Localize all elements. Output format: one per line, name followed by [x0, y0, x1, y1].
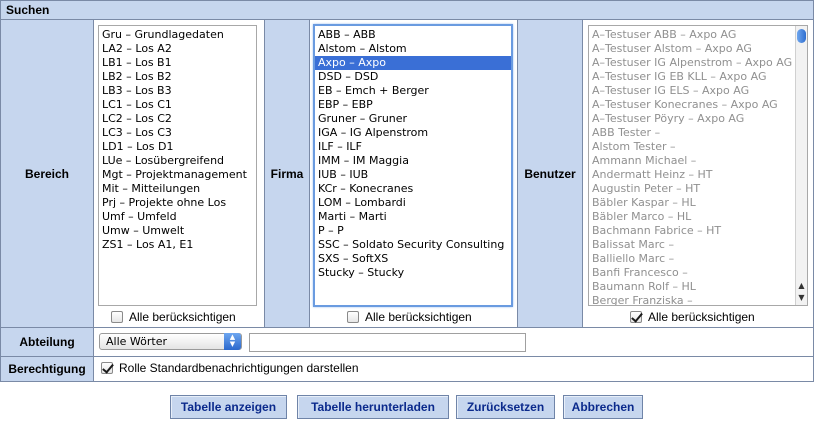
- benutzer-option[interactable]: Banfi Francesco –: [592, 266, 688, 279]
- firma-option[interactable]: Gruner – Gruner: [318, 112, 408, 125]
- berechtigung-checkbox[interactable]: [101, 362, 113, 374]
- firma-listbox[interactable]: [313, 24, 513, 307]
- bereich-option[interactable]: Gru – Grundlagedaten: [102, 28, 224, 41]
- scroll-up-icon[interactable]: ▲: [798, 281, 805, 290]
- firma-label: Firma: [265, 20, 309, 327]
- bereich-option[interactable]: LC2 – Los C2: [102, 112, 172, 125]
- scrollbar-thumb[interactable]: [797, 29, 806, 43]
- firma-option[interactable]: Alstom – Alstom: [318, 42, 407, 55]
- bereich-option[interactable]: Mgt – Projektmanagement: [102, 168, 247, 181]
- bereich-option[interactable]: Umw – Umwelt: [102, 224, 185, 237]
- benutzer-option[interactable]: A–Testuser IG EB KLL – Axpo AG: [592, 70, 767, 83]
- reset-button[interactable]: Zurücksetzen: [456, 395, 555, 419]
- berechtigung-label: Berechtigung: [1, 357, 93, 381]
- benutzer-all-toggle[interactable]: [630, 310, 755, 324]
- show-table-button[interactable]: Tabelle anzeigen: [170, 395, 287, 419]
- bereich-all-toggle[interactable]: [111, 310, 236, 324]
- berechtigung-checkbox-label: Rolle Standardbenachrichtigungen darstellen: [119, 361, 359, 375]
- benutzer-option[interactable]: Balissat Marc –: [592, 238, 674, 251]
- bereich-all-label: Alle berücksichtigen: [129, 310, 236, 324]
- benutzer-option[interactable]: Ammann Michael –: [592, 154, 697, 167]
- firma-option[interactable]: IUB – IUB: [318, 168, 369, 181]
- bereich-label: Bereich: [1, 20, 93, 327]
- bereich-option[interactable]: LA2 – Los A2: [102, 42, 172, 55]
- firma-option[interactable]: SXS – SoftXS: [318, 252, 389, 265]
- benutzer-option[interactable]: Andermatt Heinz – HT: [592, 168, 713, 181]
- bereich-option[interactable]: LC3 – Los C3: [102, 126, 172, 139]
- benutzer-option[interactable]: ABB Tester –: [592, 126, 661, 139]
- benutzer-option[interactable]: Augustin Peter – HT: [592, 182, 701, 195]
- cancel-button[interactable]: Abbrechen: [563, 395, 643, 419]
- bereich-option[interactable]: Prj – Projekte ohne Los: [102, 196, 227, 209]
- bereich-option[interactable]: ZS1 – Los A1, E1: [102, 238, 194, 251]
- benutzer-all-checkbox[interactable]: [630, 311, 642, 323]
- benutzer-all-label: Alle berücksichtigen: [648, 310, 755, 324]
- benutzer-option[interactable]: Alstom Tester –: [592, 140, 676, 153]
- firma-option[interactable]: ABB – ABB: [318, 28, 376, 41]
- benutzer-option[interactable]: A–Testuser Pöyry – Axpo AG: [592, 112, 745, 125]
- benutzer-option[interactable]: A–Testuser Konecranes – Axpo AG: [592, 98, 778, 111]
- bereich-option[interactable]: LUe – Losübergreifend: [102, 154, 225, 167]
- firma-option[interactable]: IMM – IM Maggia: [318, 154, 409, 167]
- bereich-option[interactable]: LB1 – Los B1: [102, 56, 172, 69]
- benutzer-option[interactable]: Baumann Rolf – HL: [592, 280, 696, 293]
- firma-option[interactable]: KCr – Konecranes: [318, 182, 414, 195]
- firma-option[interactable]: IGA – IG Alpenstrom: [318, 126, 429, 139]
- benutzer-option[interactable]: A–Testuser IG ELS – Axpo AG: [592, 84, 750, 97]
- benutzer-option[interactable]: Berger Franziska –: [592, 294, 693, 306]
- panel-title: Suchen: [1, 1, 813, 20]
- firma-all-toggle[interactable]: [347, 310, 472, 324]
- abteilung-text-input[interactable]: [249, 333, 526, 352]
- bereich-option[interactable]: LB2 – Los B2: [102, 70, 172, 83]
- benutzer-option[interactable]: Balliello Marc –: [592, 252, 675, 265]
- bereich-option[interactable]: LD1 – Los D1: [102, 140, 174, 153]
- bereich-all-checkbox[interactable]: [111, 311, 123, 323]
- benutzer-option[interactable]: Bäbler Kaspar – HL: [592, 196, 696, 209]
- firma-option[interactable]: Marti – Marti: [318, 210, 387, 223]
- bereich-option[interactable]: LC1 – Los C1: [102, 98, 172, 111]
- benutzer-option[interactable]: Bäbler Marco – HL: [592, 210, 692, 223]
- benutzer-option[interactable]: Bachmann Fabrice – HT: [592, 224, 722, 237]
- benutzer-listbox[interactable]: [588, 25, 808, 306]
- bereich-listbox[interactable]: [98, 25, 257, 306]
- abteilung-label: Abteilung: [1, 328, 93, 356]
- firma-option[interactable]: SSC – Soldato Security Consulting: [318, 238, 505, 251]
- benutzer-option[interactable]: A–Testuser IG Alpenstrom – Axpo AG: [592, 56, 793, 69]
- bereich-option[interactable]: Mit – Mitteilungen: [102, 182, 201, 195]
- firma-option[interactable]: DSD – DSD: [318, 70, 379, 83]
- bereich-option[interactable]: Umf – Umfeld: [102, 210, 177, 223]
- select-arrows-icon: ▲ ▼: [224, 333, 241, 350]
- benutzer-scrollbar[interactable]: [795, 26, 807, 305]
- scroll-down-icon[interactable]: ▼: [798, 293, 805, 302]
- firma-option[interactable]: Stucky – Stucky: [318, 266, 405, 279]
- download-table-button[interactable]: Tabelle herunterladen: [297, 395, 449, 419]
- firma-option[interactable]: P – P: [318, 224, 344, 237]
- benutzer-option[interactable]: A–Testuser Alstom – Axpo AG: [592, 42, 752, 55]
- benutzer-label: Benutzer: [518, 20, 582, 327]
- firma-all-checkbox[interactable]: [347, 311, 359, 323]
- firma-all-label: Alle berücksichtigen: [365, 310, 472, 324]
- abteilung-select-value: Alle Wörter: [106, 335, 167, 348]
- firma-option[interactable]: LOM – Lombardi: [318, 196, 406, 209]
- bereich-option[interactable]: LB3 – Los B3: [102, 84, 172, 97]
- benutzer-option[interactable]: A–Testuser ABB – Axpo AG: [592, 28, 737, 41]
- firma-option[interactable]: Axpo – Axpo: [315, 56, 511, 70]
- berechtigung-toggle[interactable]: [101, 361, 359, 375]
- firma-option[interactable]: ILF – ILF: [318, 140, 362, 153]
- firma-option[interactable]: EB – Emch + Berger: [318, 84, 429, 97]
- abteilung-select[interactable]: [99, 333, 242, 350]
- firma-option[interactable]: EBP – EBP: [318, 98, 373, 111]
